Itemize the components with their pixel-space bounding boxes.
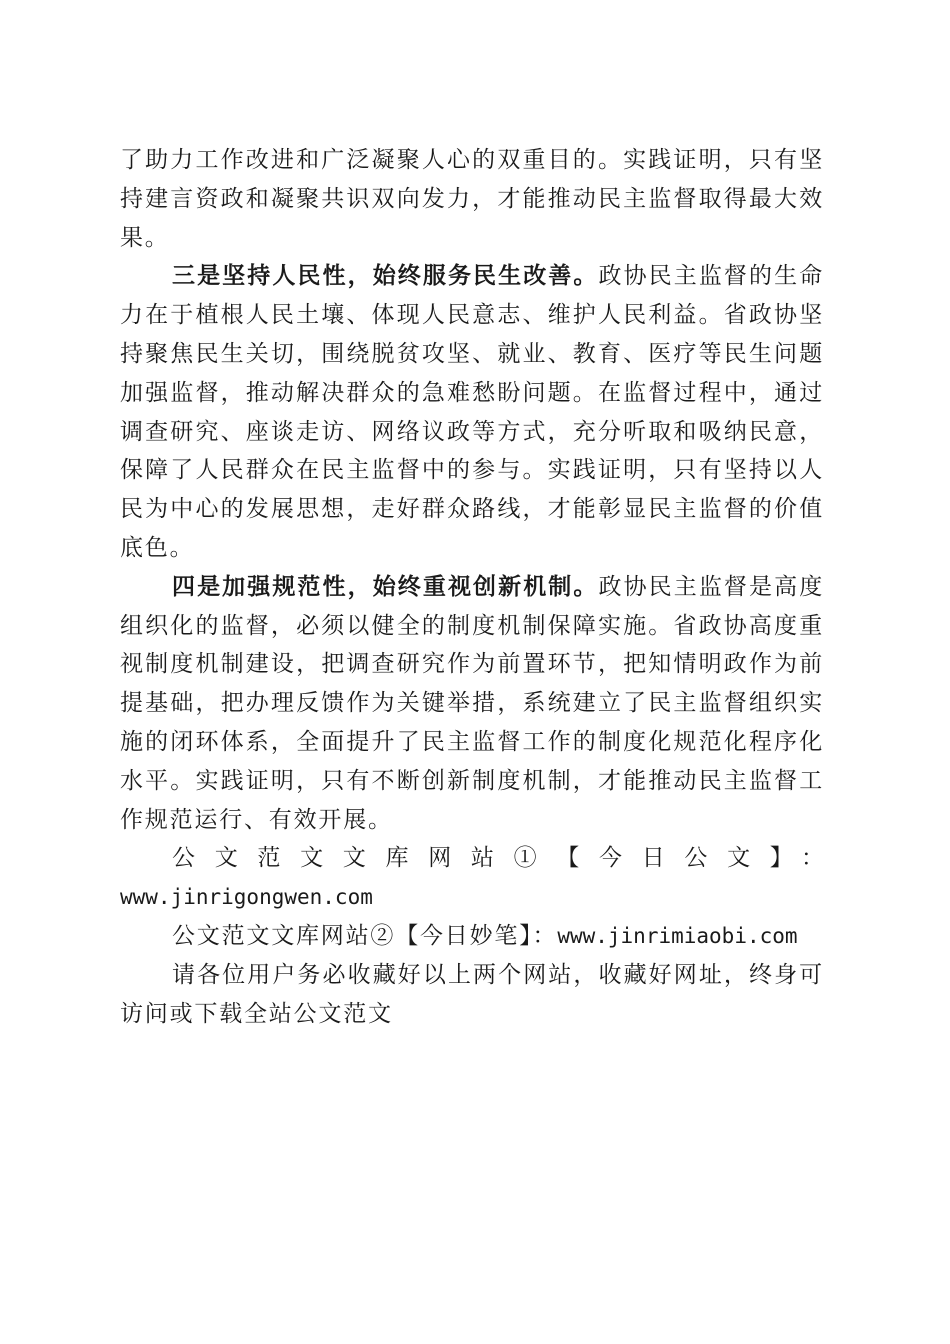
site1-label: 公文范文文库网站①【今日公文】： [172, 845, 824, 872]
paragraph-point-four [120, 568, 824, 840]
paragraph-continuation: 了助力工作改进和广泛凝聚人心的双重目的。实践证明，只有坚持建言资政和凝聚共识双向发力，才能推动民主监督取得最大效果。 [120, 147, 824, 251]
notice-paragraph: 请各位用户务必收藏好以上两个网站，收藏好网址，终身可访问或下载全站公文范文 [120, 961, 824, 1027]
point-three-body: 政协民主监督的生命力在于植根人民土壤、体现人民意志、维护人民利益。省政协坚持聚焦民生关切，围绕脱贫攻坚、就业、教育、医疗等民生问题加强监督，推动解决群众的急难愁盼问题。在监督过程中，通过调查研究、座谈走访、网络议政等方式，充分听取和吸纳民意，保障了人民群众在民主监督中的参与。实践证明，只有坚持以人民为中心的发展思想，走好群众路线，才能彰显民主监督的价值底色。 [120, 263, 825, 561]
point-four-heading: 四是加强规范性，始终重视创新机制。 [172, 572, 599, 600]
site2-line [120, 917, 824, 956]
paragraph-point-three [120, 257, 824, 567]
document-page [120, 141, 824, 1033]
point-three-heading: 三是坚持人民性，始终服务民生改善。 [172, 262, 599, 290]
site2-label: 公文范文文库网站②【今日妙笔】： [172, 922, 558, 949]
point-four-body: 政协民主监督是高度组织化的监督，必须以健全的制度机制保障实施。省政协高度重视制度机制建设，把调查研究作为前置环节，把知情明政作为前提基础，把办理反馈作为关键举措，系统建立了民主监督组织实施的闭环体系，全面提升了民主监督工作的制度化规范化程序化水平。实践证明，只有不断创新制度机制，才能推动民主监督工作规范运行、有效开展。 [120, 573, 825, 833]
site1-url-text[interactable]: www.jinrigongwen.com [120, 885, 373, 910]
site1-url [120, 878, 824, 917]
site2-url[interactable]: www.jinrimiaobi.com [557, 923, 798, 948]
